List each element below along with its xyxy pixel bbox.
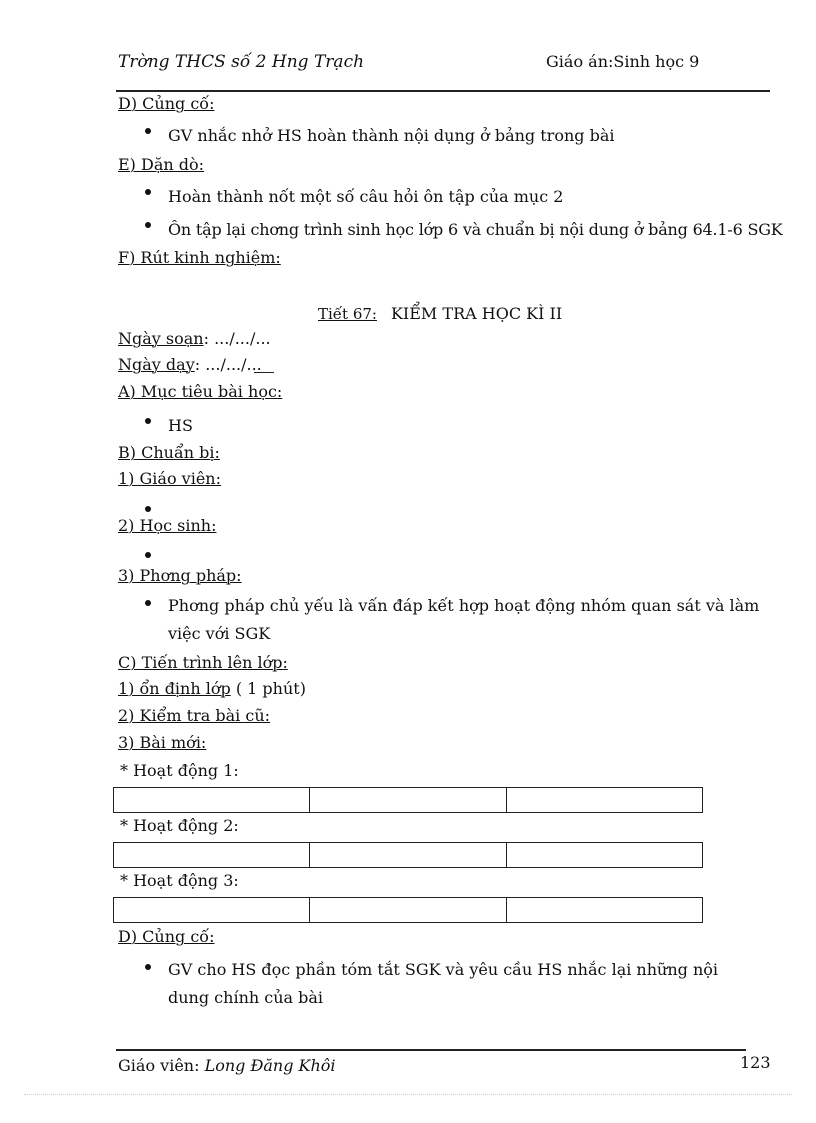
- table-cell: [310, 843, 506, 867]
- ngay-soan-label: Ngày soạn: [118, 329, 204, 348]
- heading-phuong-phap: 3) Phơng pháp:: [118, 566, 242, 585]
- table-cell: [114, 843, 310, 867]
- on-dinh-value: ( 1 phút): [230, 679, 306, 698]
- table-cell: [114, 898, 310, 922]
- table-cell: [507, 843, 702, 867]
- hoat-dong-3: * Hoạt động 3:: [120, 871, 239, 890]
- heading-cung-co-1: D) Củng cố:: [118, 94, 215, 113]
- table-cell: [310, 898, 506, 922]
- ngay-day-label: Ngày dạy: [118, 355, 195, 374]
- short-rule: [254, 372, 274, 373]
- hoat-dong-1: * Hoạt động 1:: [120, 761, 239, 780]
- heading-giao-vien: 1) Giáo viên:: [118, 469, 221, 488]
- lesson-label: Tiết 67:: [318, 305, 377, 323]
- lesson-title-text: KIỂM TRA HỌC KÌ II: [390, 304, 563, 323]
- dan-do-item-2: Ôn tập lại chơng trình sinh học lớp 6 và chuẩn bị nội dung ở bảng 64.1-6 SGK: [168, 220, 783, 239]
- page-number: 123: [740, 1053, 771, 1072]
- header-school: Trờng THCS số 2 Hng Trạch: [118, 52, 365, 72]
- heading-bai-moi: 3) Bài mới:: [118, 733, 207, 752]
- table-cell: [310, 788, 506, 812]
- hoat-dong-2: * Hoạt động 2:: [120, 816, 239, 835]
- header-subject: Giáo án:Sinh học 9: [546, 52, 700, 71]
- heading-muc-tieu: A) Mục tiêu bài học:: [118, 382, 283, 401]
- dan-do-item-1: Hoàn thành nốt một số câu hỏi ôn tập của mục 2: [168, 187, 564, 206]
- bullet: [145, 964, 151, 970]
- heading-hoc-sinh: 2) Học sinh:: [118, 516, 217, 535]
- bullet: [145, 222, 151, 228]
- table-row: [113, 897, 703, 923]
- footer-teacher: [118, 1056, 336, 1075]
- page-edge: [24, 1094, 792, 1095]
- table-row: [113, 787, 703, 813]
- table-cell: [114, 788, 310, 812]
- ngay-soan: [118, 329, 271, 348]
- bullet: [145, 189, 151, 195]
- table-row: [113, 842, 703, 868]
- heading-tien-trinh: C) Tiến trình lên lớp:: [118, 653, 288, 672]
- footer-teacher-name: Long Đăng Khôi: [204, 1056, 336, 1075]
- heading-kiem-tra: 2) Kiểm tra bài cũ:: [118, 706, 271, 725]
- phuong-phap-item: Phơng pháp chủ yếu là vấn đáp kết hợp hoạt động nhóm quan sát và làm việc với SGK: [168, 596, 760, 643]
- heading-cung-co-2: D) Củng cố:: [118, 927, 215, 946]
- header-rule: [116, 90, 770, 92]
- bullet: [145, 418, 151, 424]
- table-cell: [507, 898, 702, 922]
- ngay-day-value: : .../.../...: [194, 355, 262, 374]
- lesson-title: [318, 304, 562, 323]
- heading-chuan-bi: B) Chuẩn bị:: [118, 443, 220, 462]
- ngay-day: [118, 355, 262, 374]
- footer-rule: [116, 1049, 746, 1051]
- bullet: [145, 506, 151, 512]
- bullet: [145, 552, 151, 558]
- footer-teacher-label: Giáo viên:: [118, 1056, 205, 1075]
- muc-tieu-item: HS: [168, 416, 193, 435]
- heading-dan-do: E) Dặn dò:: [118, 155, 205, 174]
- bullet: [145, 600, 151, 606]
- heading-rut-kinh-nghiem: F) Rút kinh nghiệm:: [118, 248, 281, 267]
- bullet: [145, 128, 151, 134]
- on-dinh-lop: [118, 679, 306, 698]
- table-cell: [507, 788, 702, 812]
- on-dinh-label: 1) ổn định lớp: [118, 679, 231, 698]
- cung-co-item-1: GV nhắc nhở HS hoàn thành nội dụng ở bảng trong bài: [168, 126, 615, 145]
- ngay-soan-value: : .../.../...: [203, 329, 271, 348]
- cung-co-item-2: GV cho HS đọc phần tóm tắt SGK và yêu cầu HS nhắc lại những nội dung chính của bài: [168, 960, 719, 1007]
